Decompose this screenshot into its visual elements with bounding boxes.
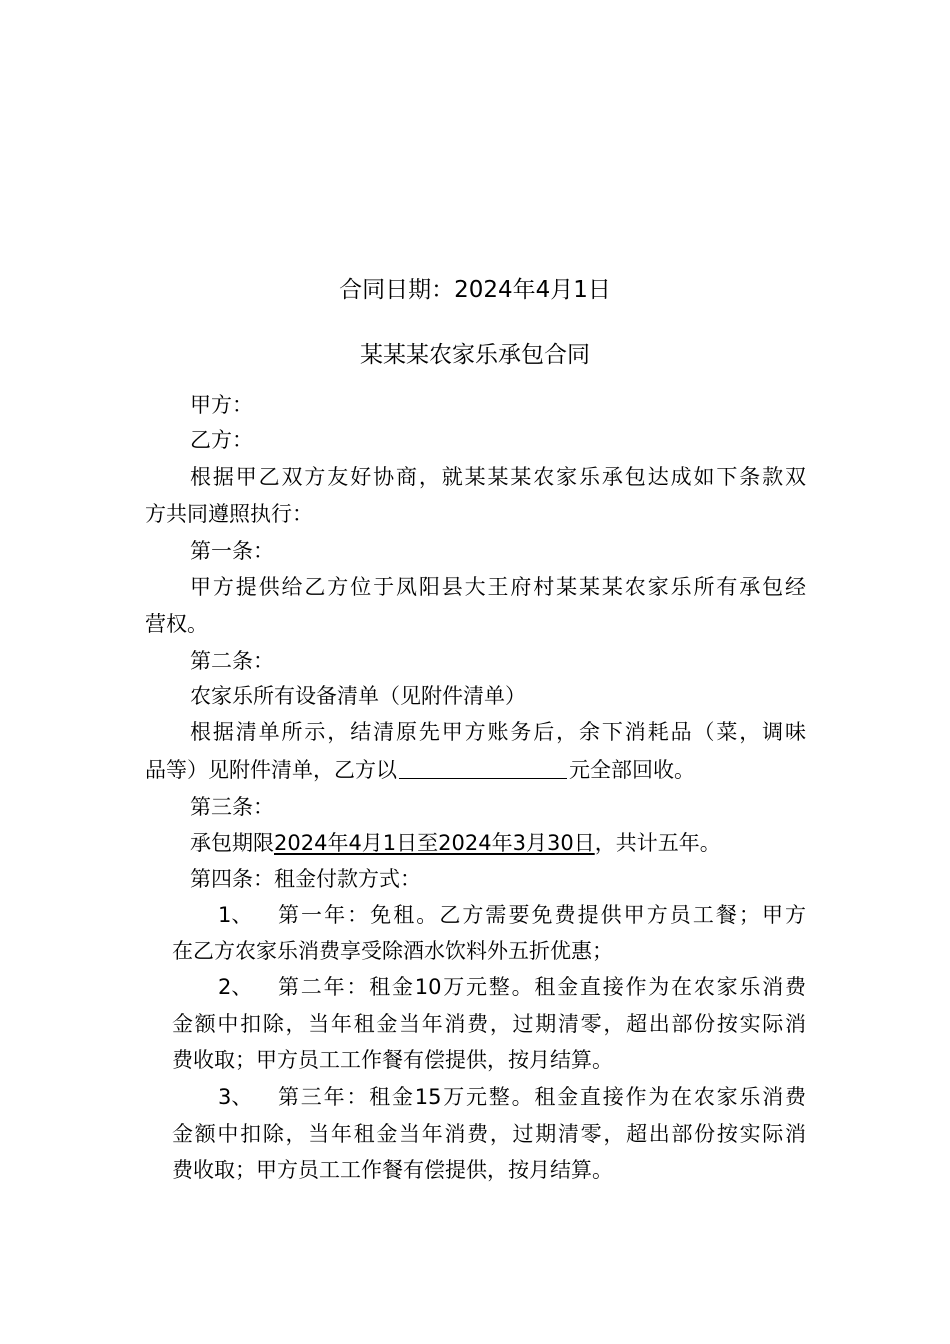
item-3-line-3: 费收取；甲方员工工作餐有偿提供，按月结算。 [172, 1158, 613, 1182]
item-2-line-1: 第二年：租金10万元整。租金直接作为在农家乐消费 [278, 975, 806, 999]
item-2-line-2: 金额中扣除，当年租金当年消费，过期清零，超出部份按实际消 [172, 1012, 806, 1036]
term-prefix: 承包期限 [190, 831, 274, 855]
preamble-line-2: 方共同遵照执行： [145, 502, 313, 526]
article-2-heading: 第二条： [190, 649, 274, 673]
term-suffix: ，共计五年。 [594, 831, 721, 855]
item-3-number: 3、 [218, 1085, 253, 1109]
amount-blank-field [399, 758, 567, 779]
item-1-line-2: 在乙方农家乐消费享受除酒水饮料外五折优惠； [172, 939, 613, 963]
party-b-label: 乙方： [190, 428, 253, 452]
article-1-line-2: 营权。 [145, 612, 208, 636]
term-period: 2024年4月1日至2024年3月30日 [274, 831, 595, 855]
article-3-term [190, 828, 721, 858]
item-1-line-1: 第一年：免租。乙方需要免费提供甲方员工餐；甲方 [278, 903, 806, 927]
preamble-line-1: 根据甲乙双方友好协商，就某某某农家乐承包达成如下条款双 [190, 465, 806, 489]
item-2-number: 2、 [218, 975, 253, 999]
article-2-line-2 [145, 755, 695, 785]
article-2-line-2-after: 元全部回收。 [569, 758, 695, 782]
article-1-line-1: 甲方提供给乙方位于凤阳县大王府村某某某农家乐所有承包经 [190, 575, 806, 599]
article-2-line-2-before: 品等）见附件清单，乙方以 [145, 758, 397, 782]
item-2-line-3: 费收取；甲方员工工作餐有偿提供，按月结算。 [172, 1048, 613, 1072]
contract-date: 合同日期：2024年4月1日 [339, 277, 611, 303]
contract-title: 某某某农家乐承包合同 [360, 342, 590, 368]
item-1-number: 1、 [218, 903, 253, 927]
article-1-heading: 第一条： [190, 539, 274, 563]
party-a-label: 甲方： [190, 393, 253, 417]
article-3-heading: 第三条： [190, 795, 274, 819]
article-2-line-1: 根据清单所示，结清原先甲方账务后，余下消耗品（菜，调味 [190, 720, 806, 744]
item-3-line-2: 金额中扣除，当年租金当年消费，过期清零，超出部份按实际消 [172, 1122, 806, 1146]
item-3-line-1: 第三年：租金15万元整。租金直接作为在农家乐消费 [278, 1085, 806, 1109]
equipment-list-note: 农家乐所有设备清单（见附件清单） [190, 684, 526, 708]
article-4-heading: 第四条：租金付款方式： [190, 867, 421, 891]
